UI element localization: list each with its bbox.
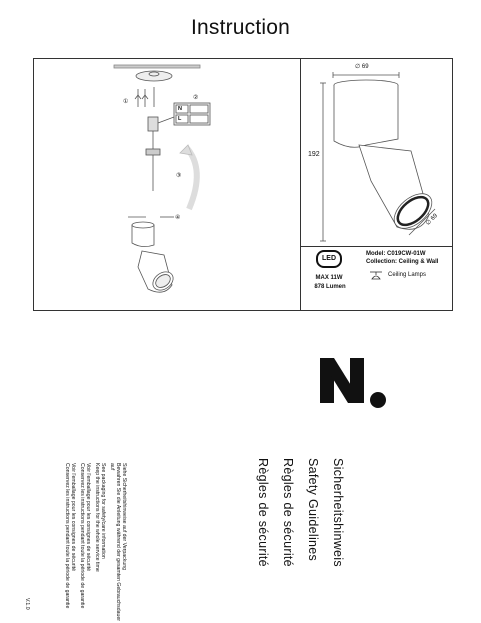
- safety-heading-fr-2: Règles de sécurité: [256, 458, 270, 567]
- max-power-label: MAX 11W: [315, 275, 343, 281]
- safety-line: Siehe Sicherheitshinweise auf der Verpackung: [121, 463, 127, 570]
- safety-line: Keep the instructions for the whole service time: [94, 463, 100, 572]
- dim-top-label: ∅ 69: [355, 64, 369, 70]
- safety-line: Voir l'emballage pour les consignes de sécurité: [70, 463, 76, 571]
- version-label: V.1.0: [24, 598, 30, 610]
- model-label: Model: C019CW-01W: [366, 251, 426, 257]
- brand-logo: [320, 358, 390, 410]
- collection-label: Collection: Ceiling & Wall: [366, 259, 439, 265]
- page-title: Instruction: [190, 16, 291, 39]
- ceiling-lamp-icon: [369, 270, 383, 282]
- safety-line: See packaging for safety/care information: [100, 463, 106, 559]
- safety-line: Conservez les instructions pendant toute la période de garantie: [79, 463, 85, 609]
- safety-line: Conservez les instructions pendant toute la période de garantie: [64, 463, 70, 609]
- terminal-n-label: N: [178, 106, 182, 112]
- step-1-label: ①: [123, 99, 129, 105]
- safety-heading-de: Sicherheitshinweis: [331, 458, 345, 567]
- safety-heading-en: Safety Guidelines: [306, 458, 320, 562]
- step-4-label: ④: [175, 215, 181, 221]
- terminal-l-label: L: [178, 116, 182, 122]
- lumen-label: 878 Lumen: [314, 284, 346, 290]
- led-icon: LED: [316, 250, 342, 268]
- dim-height-label: 192: [308, 151, 320, 158]
- safety-line: Voir l'emballage pour les consignes de sécurité: [85, 463, 91, 571]
- step-3-label: ③: [176, 173, 182, 179]
- installation-diagram: [34, 59, 300, 310]
- dim-side-label: ∅ 69: [425, 212, 440, 227]
- category-label: Ceiling Lamps: [388, 272, 427, 278]
- safety-line: Bewahren Sie die Anleitung während der gesamten Gebrauchsdauer: [115, 463, 121, 622]
- safety-line: auf: [109, 463, 115, 471]
- step-2-label: ②: [193, 95, 199, 101]
- panel-divider-horizontal: [300, 246, 453, 247]
- safety-heading-fr: Règles de sécurité: [281, 458, 295, 567]
